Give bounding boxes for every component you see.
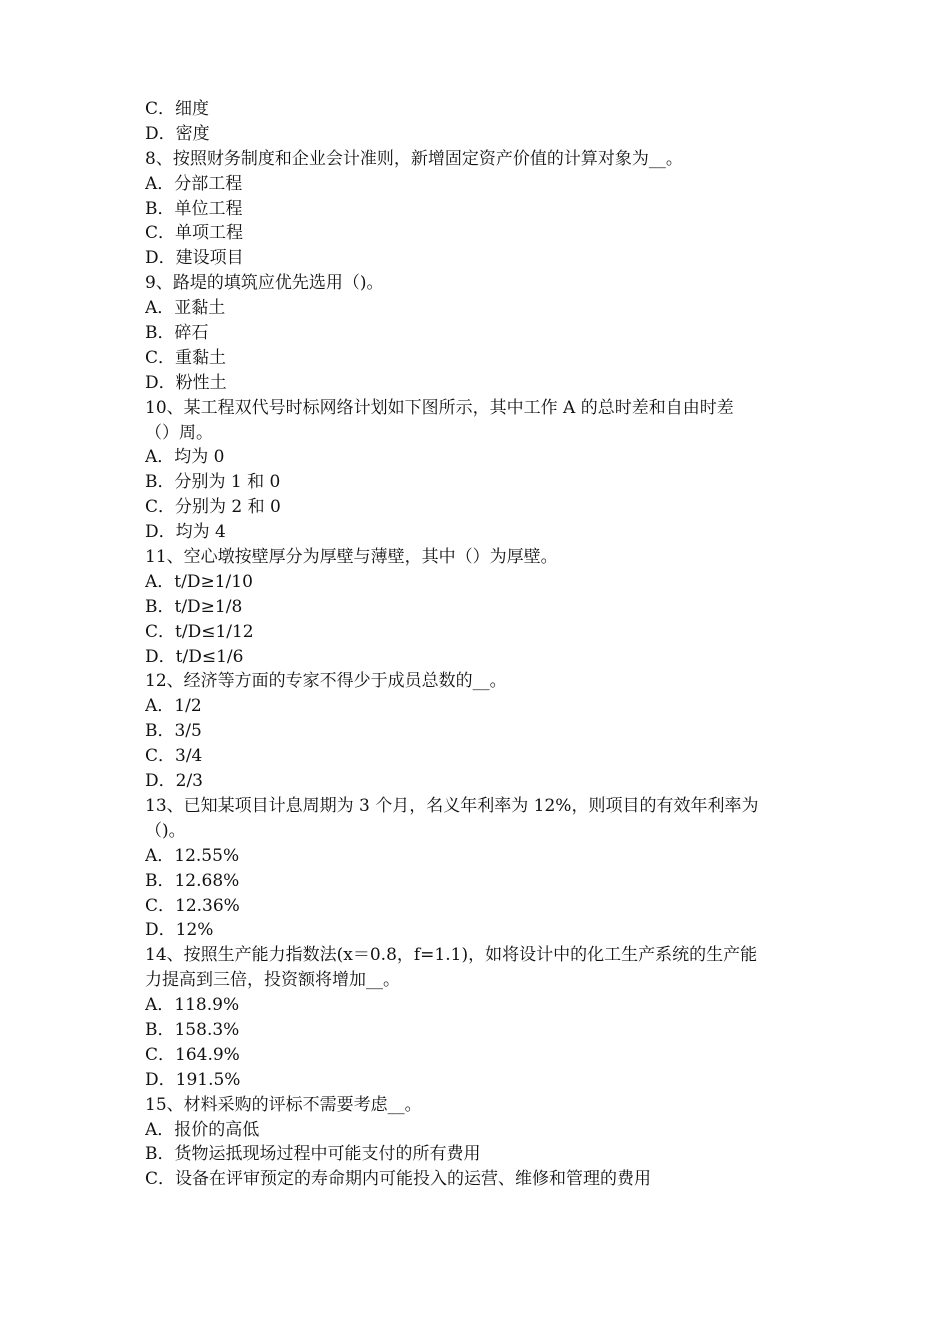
answer-option: C．164.9%	[145, 1044, 240, 1065]
question-text-line: 10、某工程双代号时标网络计划如下图所示，其中工作 A 的总时差和自由时差	[145, 397, 734, 418]
answer-option: D．均为 4	[145, 522, 226, 543]
answer-option: B．158.3%	[145, 1019, 240, 1040]
question-text-line: 力提高到三倍，投资额将增加__。	[145, 970, 400, 991]
answer-option: D．t/D≤1/6	[145, 646, 244, 667]
answer-option: B．分别为 1 和 0	[145, 472, 281, 493]
answer-option: A．报价的高低	[145, 1119, 260, 1140]
answer-option: A．12.55%	[145, 845, 240, 866]
answer-option: B．碎石	[145, 323, 209, 344]
answer-option: A．118.9%	[145, 995, 240, 1016]
question-text-line: （）周。	[145, 422, 213, 443]
answer-option: D．12%	[145, 920, 214, 941]
answer-option: C．细度	[145, 99, 210, 119]
answer-option: C．12.36%	[145, 895, 240, 916]
question-text-line: 15、材料采购的评标不需要考虑__。	[145, 1094, 422, 1115]
answer-option: D．2/3	[145, 771, 203, 792]
answer-option: C．设备在评审预定的寿命期内可能投入的运营、维修和管理的费用	[145, 1169, 652, 1190]
question-text-line: 8、按照财务制度和企业会计准则，新增固定资产价值的计算对象为__。	[145, 148, 683, 169]
answer-option: C．分别为 2 和 0	[145, 497, 281, 518]
answer-option: D．191.5%	[145, 1069, 241, 1090]
answer-option: A．1/2	[145, 696, 202, 717]
answer-option: C．重黏土	[145, 347, 227, 368]
answer-option: A．均为 0	[145, 447, 225, 468]
answer-option: A．分部工程	[145, 173, 243, 194]
question-text-line: 11、空心墩按壁厚分为厚壁与薄壁，其中（）为厚壁。	[145, 547, 558, 568]
answer-option: B．货物运抵现场过程中可能支付的所有费用	[145, 1144, 481, 1165]
document-body	[145, 97, 810, 1192]
answer-option: B．t/D≥1/8	[145, 596, 243, 617]
answer-option: B．单位工程	[145, 198, 243, 219]
answer-option: A．亚黏土	[145, 298, 226, 319]
answer-option: B．12.68%	[145, 870, 240, 891]
answer-option: C．单项工程	[145, 223, 244, 244]
answer-option: C．3/4	[145, 746, 203, 767]
question-text-line: 12、经济等方面的专家不得少于成员总数的__。	[145, 671, 507, 692]
question-text-line: （)。	[145, 820, 186, 841]
answer-option: A．t/D≥1/10	[145, 571, 253, 592]
answer-option: D．密度	[145, 123, 210, 144]
question-text-line: 13、已知某项目计息周期为 3 个月，名义年利率为 12%，则项目的有效年利率为	[145, 795, 759, 816]
answer-option: D．粉性土	[145, 372, 227, 393]
question-text-line: 14、按照生产能力指数法(x＝0.8，f=1.1)，如将设计中的化工生产系统的生产能	[145, 945, 758, 966]
question-text-line: 9、路堤的填筑应优先选用（)。	[145, 273, 384, 294]
answer-option: B．3/5	[145, 721, 202, 742]
answer-option: D．建设项目	[145, 248, 244, 269]
answer-option: C．t/D≤1/12	[145, 621, 254, 642]
